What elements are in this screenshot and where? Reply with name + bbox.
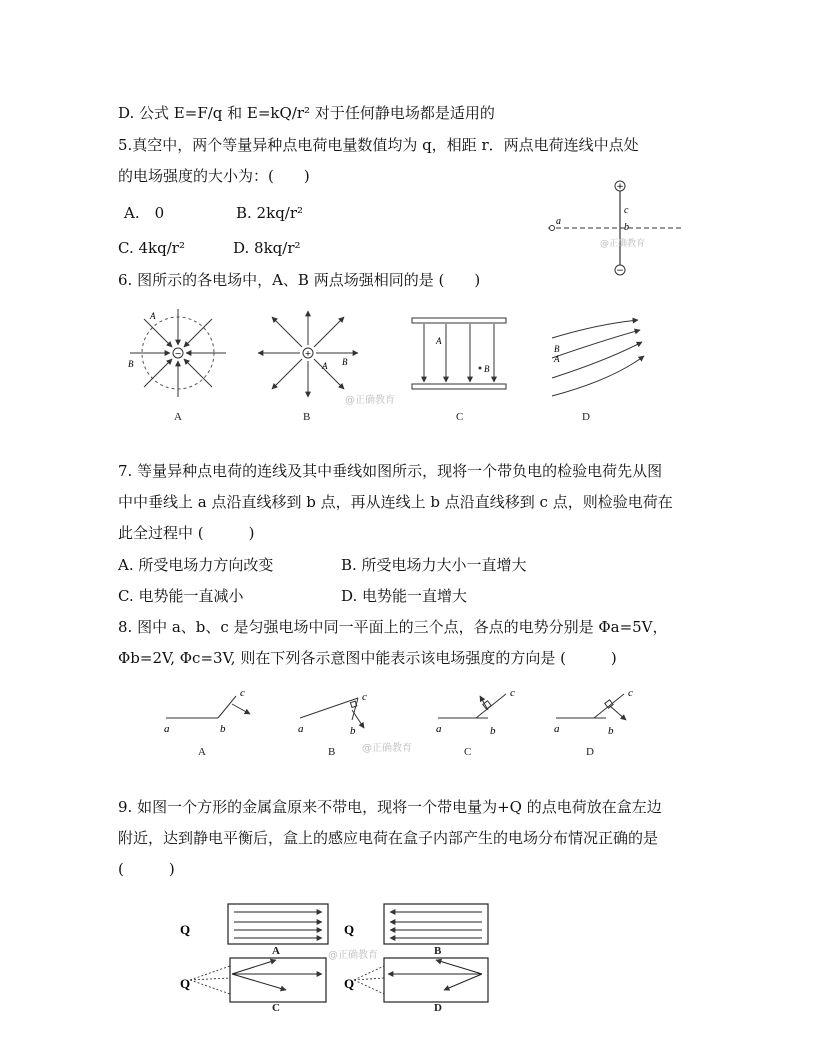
q6-b-center-sign: + [304, 349, 312, 358]
q5-option-d: D. 8kq/r² [233, 239, 301, 257]
q6-a-label-a: A [150, 311, 156, 321]
q7-option-b: B. 所受电场力大小一直增大 [341, 556, 527, 574]
q6-caption-b: B [303, 411, 311, 423]
q8-watermark: @正确教育 [362, 743, 412, 754]
q8-caption-a: A [198, 746, 206, 758]
q8-caption-c: C [464, 746, 472, 758]
q8-d-label-c: c [628, 687, 633, 699]
q8-a-label-a: a [164, 723, 170, 735]
q5-bottom-sign: − [616, 266, 624, 276]
q7-option-d: D. 电势能一直增大 [341, 587, 468, 605]
q9-b-charge: Q [344, 922, 355, 937]
q6-b-label-b: B [342, 357, 348, 367]
q9-d-charge: Q [344, 976, 355, 991]
q8-a-label-b: b [220, 723, 226, 735]
q6-figure-b [250, 305, 370, 405]
q6-c-label-b: B [484, 364, 490, 374]
q5-top-sign: + [616, 182, 624, 192]
q8-figure-d [550, 684, 650, 740]
q4-option-d: D. 公式 E=F/q 和 E=kQ/r² 对于任何静电场都是适用的 [118, 104, 495, 122]
q6-watermark: @正确教育 [345, 395, 395, 406]
q6-figure-a [118, 305, 238, 405]
q5-option-c: C. 4kq/r² [118, 239, 185, 257]
q5-dipole-figure [540, 176, 690, 280]
q8-c-label-b: b [490, 725, 496, 737]
q5-label-a: a [556, 216, 561, 227]
q8-caption-b: B [328, 746, 336, 758]
q8-d-label-b: b [608, 725, 614, 737]
q5-stem-line-1: 5.真空中，两个等量异种点电荷电量数值均为 q，相距 r．两点电荷连线中点处 [118, 136, 639, 154]
q6-caption-d: D [582, 411, 590, 423]
q7-option-a: A. 所受电场力方向改变 [118, 556, 274, 574]
q9-figure-a [176, 902, 336, 954]
q6-figure-c [410, 316, 510, 396]
q7-stem-line-2: 中中垂线上 a 点沿直线移到 b 点，再从连线上 b 点沿直线移到 c 点，则检验电荷在 [118, 493, 673, 511]
q5-stem-line-2: 的电场强度的大小为：( ) [118, 167, 310, 185]
q9-a-charge: Q [180, 922, 191, 937]
q8-stem-line-1: 8. 图中 a、b、c 是匀强电场中同一平面上的三个点，各点的电势分别是 Φa=5V， [118, 618, 668, 636]
q9-figure-c [176, 956, 336, 1008]
q7-option-c: C. 电势能一直减小 [118, 587, 244, 605]
q8-figure-b [294, 684, 394, 740]
q5-point-a [550, 226, 555, 231]
q8-d-label-a: a [554, 723, 560, 735]
q9-watermark: @正确教育 [328, 950, 378, 961]
q9-stem-line-3: ( ) [118, 860, 175, 878]
q6-caption-a: A [174, 411, 182, 423]
q6-figure-d [548, 316, 648, 406]
q8-a-label-c: c [240, 687, 245, 699]
q6-a-label-b: B [128, 359, 134, 369]
q9-caption-c: C [272, 1002, 280, 1014]
q6-b-label-a: A [322, 361, 328, 371]
q8-c-label-a: a [436, 723, 442, 735]
q5-label-c: c [624, 205, 629, 216]
q8-stem-line-2: Φb=2V, Φc=3V, 则在下列各示意图中能表示该电场强度的方向是 ( ) [118, 649, 617, 667]
q5-watermark: @正确教育 [600, 239, 646, 249]
q6-d-label-a: A [554, 354, 560, 364]
q9-caption-a: A [272, 945, 280, 957]
q9-caption-d: D [434, 1002, 442, 1014]
q6-d-label-b: B [554, 344, 560, 354]
q5-option-b: B. 2kq/r² [236, 204, 304, 222]
q7-stem-line-3: 此全过程中 ( ) [118, 524, 255, 542]
q8-b-label-a: a [298, 723, 304, 735]
q5-label-b: b [624, 222, 629, 233]
q8-b-label-c: c [362, 691, 367, 703]
q8-caption-d: D [586, 746, 594, 758]
q6-stem: 6. 图所示的各电场中，A、B 两点场强相同的是 ( ) [118, 271, 481, 289]
q6-caption-c: C [456, 411, 464, 423]
q8-c-label-c: c [510, 687, 515, 699]
q9-figure-b [340, 902, 500, 954]
q8-b-label-b: b [350, 725, 356, 737]
q8-figure-c [432, 684, 532, 740]
q8-figure-a [160, 684, 260, 740]
q9-stem-line-2: 附近，达到静电平衡后，盒上的感应电荷在盒子内部产生的电场分布情况正确的是 [118, 829, 659, 847]
q6-c-label-a: A [436, 336, 442, 346]
q7-stem-line-1: 7. 等量异种点电荷的连线及其中垂线如图所示，现将一个带负电的检验电荷先从图 [118, 462, 663, 480]
q9-c-charge: Q [180, 976, 191, 991]
q6-a-center-sign: − [174, 349, 182, 358]
q9-caption-b: B [434, 945, 442, 957]
q9-figure-d [340, 956, 500, 1008]
q5-option-a: A. 0 [124, 204, 165, 222]
q9-stem-line-1: 9. 如图一个方形的金属盒原来不带电，现将一个带电量为+Q 的点电荷放在盒左边 [118, 798, 662, 816]
